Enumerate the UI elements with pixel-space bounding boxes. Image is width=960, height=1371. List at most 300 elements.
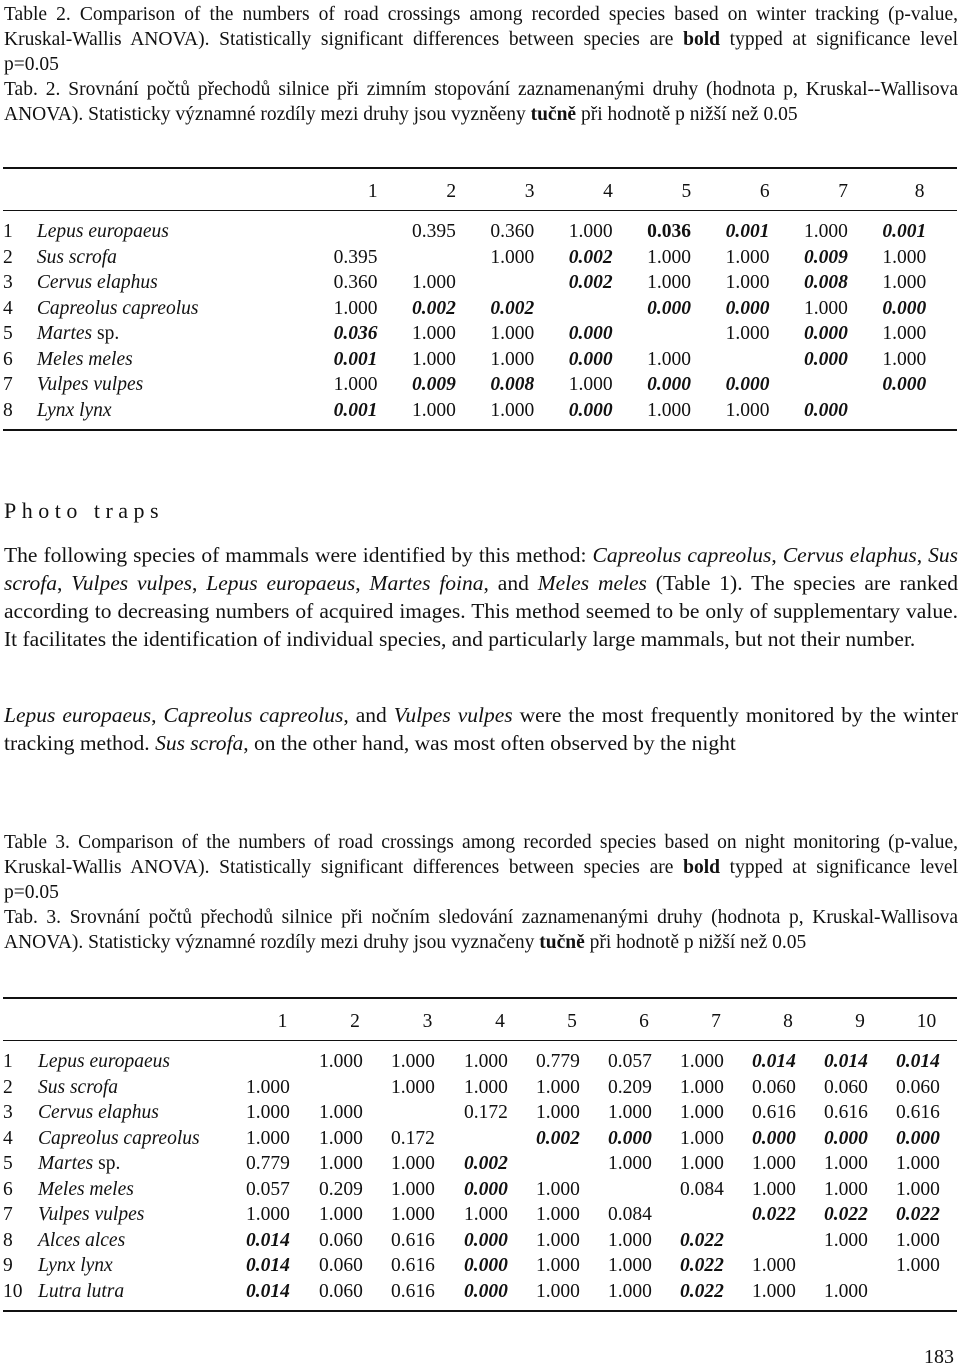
table2-caption (4, 2, 958, 127)
p-value-cell: 1.000 (490, 348, 535, 370)
text-run: were the most frequently monitored by the winter tracking method. (4, 703, 958, 755)
p-value-cell: 1.000 (246, 1204, 290, 1225)
species-name-italic: Capreolus capreolus (592, 543, 772, 567)
p-value-cell: 1.000 (725, 246, 770, 268)
p-value-cell: 0.779 (246, 1153, 290, 1174)
p-value-cell: 1.000 (752, 1280, 796, 1302)
table3-caption-cz: Tab. 3. Srovnání počtů přechodů silnice při nočním sledování zaznamenanými druhy (hodnota p, Kruskal-Wallisova ANOVA). Statisticky významné rozdíly mezi druhy jsou vyznačeny tučně při hodnotě p nižší než 0.05 (4, 907, 958, 953)
p-value-cell (608, 1177, 680, 1203)
column-header: 9 (855, 1011, 865, 1032)
table-row (3, 219, 957, 245)
p-value-cell: 1.000 (536, 1255, 580, 1276)
species-genus: Lepus europaeus (36, 221, 169, 242)
p-value-cell: 1.000 (824, 1153, 868, 1174)
row-number: 5 (3, 323, 13, 344)
row-number: 4 (3, 1127, 13, 1149)
p-value-cell: 0.022 (752, 1204, 796, 1225)
p-value-cell: 0.002 (568, 246, 613, 268)
text-run: , (191, 571, 207, 595)
table-row (3, 270, 957, 296)
p-value-cell: 0.000 (882, 297, 927, 319)
p-value-cell: 0.001 (333, 399, 378, 421)
row-number: 8 (3, 399, 13, 421)
p-value-cell: 0.057 (608, 1051, 652, 1072)
p-value-cell (647, 321, 725, 347)
species-suffix: sp. (93, 1153, 121, 1174)
species-name (37, 270, 334, 296)
p-value-cell: 0.616 (824, 1102, 868, 1123)
p-value-cell: 1.000 (490, 246, 535, 268)
p-value-cell: 1.000 (647, 272, 692, 293)
p-value-cell (536, 1151, 608, 1177)
p-value-cell: 0.616 (752, 1102, 796, 1123)
header-blank (37, 179, 334, 211)
p-value-cell: 0.209 (319, 1178, 363, 1200)
p-value-cell: 1.000 (536, 1204, 580, 1225)
photo-traps-paragraph-2 (4, 701, 958, 757)
p-value-cell: 1.000 (803, 221, 848, 242)
p-value-cell: 1.000 (391, 1076, 435, 1098)
p-value-cell: 1.000 (568, 374, 613, 395)
p-value-cell: 1.000 (412, 323, 456, 344)
text-run: The following species of mammals were identified by this method: (4, 543, 593, 567)
species-genus: Martes (38, 1153, 94, 1174)
column-header: 1 (367, 181, 378, 202)
species-genus: Vulpes vulpes (36, 374, 144, 395)
p-value-cell: 1.000 (536, 1280, 580, 1302)
table-row (3, 321, 957, 347)
species-name (38, 1202, 246, 1228)
table3-caption (4, 830, 958, 955)
p-value-cell: 1.000 (608, 1153, 652, 1174)
species-name-italic: Cervus elaphus (782, 543, 917, 567)
p-value-cell: 0.084 (680, 1178, 724, 1200)
column-header: 7 (838, 181, 849, 202)
p-value-cell: 1.000 (725, 399, 770, 421)
p-value-cell: 0.395 (333, 246, 378, 268)
p-value-cell: 0.616 (391, 1229, 435, 1251)
p-value-cell: 1.000 (882, 348, 927, 370)
table-row (3, 1075, 957, 1101)
species-name (38, 1075, 246, 1101)
table-row (3, 1126, 957, 1152)
p-value-cell (334, 219, 412, 245)
p-value-cell: 0.060 (896, 1076, 940, 1098)
p-value-cell: 1.000 (725, 323, 770, 344)
p-value-cell: 1.000 (464, 1076, 508, 1098)
p-value-cell: 0.060 (319, 1255, 363, 1276)
p-value-cell: 1.000 (896, 1255, 940, 1276)
column-header: 4 (495, 1011, 505, 1032)
p-value-cell: 1.000 (752, 1153, 796, 1174)
table-row (3, 1049, 957, 1075)
p-value-cell: 1.000 (319, 1127, 363, 1149)
p-value-cell (464, 1126, 536, 1152)
p-value-cell: 0.000 (464, 1280, 508, 1302)
column-header: 10 (916, 1011, 937, 1032)
p-value-cell: 1.000 (412, 272, 456, 293)
p-value-cell: 1.000 (896, 1178, 940, 1200)
p-value-cell: 1.000 (608, 1280, 652, 1302)
p-value-cell: 0.022 (896, 1204, 940, 1225)
table-row (3, 398, 957, 424)
species-name-italic: Meles meles (537, 571, 647, 595)
p-value-cell (569, 296, 647, 322)
species-name (38, 1253, 246, 1279)
p-value-cell (896, 1279, 957, 1305)
p-value-cell: 0.022 (680, 1255, 724, 1276)
column-header: 2 (446, 181, 457, 202)
p-value-cell: 0.395 (412, 221, 456, 242)
p-value-cell: 1.000 (412, 348, 456, 370)
page-number: 183 (924, 1346, 954, 1368)
p-value-cell: 0.000 (568, 399, 613, 421)
species-genus: Meles meles (38, 1178, 134, 1200)
p-value-cell: 0.002 (464, 1153, 508, 1174)
row-number: 4 (3, 297, 13, 319)
p-value-cell (680, 1202, 752, 1228)
p-value-cell: 0.060 (824, 1076, 868, 1098)
p-value-cell: 1.000 (490, 323, 535, 344)
header-row (3, 179, 957, 211)
p-value-cell: 1.000 (647, 399, 692, 421)
p-value-cell: 0.009 (412, 374, 456, 395)
spacer-row (3, 1041, 957, 1049)
table2 (3, 179, 957, 423)
p-value-cell: 0.036 (333, 323, 378, 344)
p-value-cell: 1.000 (319, 1102, 363, 1123)
p-value-cell: 0.000 (608, 1127, 652, 1149)
text-run: , (151, 703, 164, 727)
p-value-cell (412, 245, 490, 271)
species-genus: Martes (36, 323, 93, 344)
p-value-cell (490, 270, 568, 296)
table3 (3, 1009, 957, 1304)
species-genus: Cervus elaphus (36, 272, 158, 293)
species-name-italic: Vulpes vulpes (71, 571, 192, 595)
spacer-row (3, 211, 957, 219)
p-value-cell (824, 1253, 896, 1279)
p-value-cell: 0.036 (647, 221, 692, 242)
row-number: 7 (3, 374, 13, 395)
p-value-cell: 0.022 (680, 1229, 724, 1251)
table2-bottom-rule (3, 429, 957, 431)
species-name-italic: Capreolus capreolus (163, 703, 344, 727)
table3-top-rule (3, 997, 957, 999)
p-value-cell: 1.000 (536, 1102, 580, 1123)
row-number: 2 (3, 246, 13, 268)
p-value-cell: 1.000 (464, 1204, 508, 1225)
spacer-cell (3, 211, 957, 219)
p-value-cell: 1.000 (896, 1229, 940, 1251)
p-value-cell: 1.000 (536, 1076, 580, 1098)
column-header: 6 (759, 181, 770, 202)
table-row (3, 1228, 957, 1254)
row-number: 9 (3, 1255, 13, 1276)
p-value-cell: 1.000 (536, 1178, 580, 1200)
column-header: 3 (524, 181, 535, 202)
p-value-cell: 1.000 (680, 1102, 724, 1123)
p-value-cell: 1.000 (319, 1204, 363, 1225)
p-value-cell (319, 1075, 391, 1101)
p-value-cell: 1.000 (882, 272, 927, 293)
p-value-cell: 0.000 (568, 348, 613, 370)
p-value-cell (246, 1049, 319, 1075)
header-blank (38, 1009, 246, 1041)
p-value-cell: 1.000 (608, 1229, 652, 1251)
p-value-cell: 1.000 (752, 1178, 796, 1200)
table-row (3, 1202, 957, 1228)
p-value-cell: 0.002 (568, 272, 613, 293)
header-row (3, 1009, 957, 1041)
column-header: 8 (783, 1011, 793, 1032)
p-value-cell: 1.000 (896, 1153, 940, 1174)
section-heading: Photo traps (4, 498, 165, 523)
table-row (3, 1253, 957, 1279)
row-number: 3 (3, 272, 13, 293)
p-value-cell: 0.000 (824, 1127, 868, 1149)
table2-caption-cz: Tab. 2. Srovnání počtů přechodů silnice při zimním stopování zaznamenanými druhy (hodnota p, Kruskal--Wallisova ANOVA). Statisticky významné rozdíly mezi druhy jsou vyzněeny tučně při hodnotě p nižší než 0.05 (4, 79, 958, 125)
p-value-cell: 1.000 (824, 1229, 868, 1251)
table-row (3, 296, 957, 322)
p-value-cell: 1.000 (246, 1127, 290, 1149)
row-number: 8 (3, 1229, 13, 1251)
table-row (3, 1100, 957, 1126)
species-name (37, 347, 334, 373)
p-value-cell: 0.000 (752, 1127, 796, 1149)
p-value-cell: 1.000 (490, 399, 535, 421)
p-value-cell: 0.616 (391, 1280, 435, 1302)
header-blank (3, 1009, 38, 1041)
p-value-cell: 0.209 (608, 1076, 652, 1098)
p-value-cell: 0.000 (896, 1127, 940, 1149)
column-header: 4 (603, 181, 613, 202)
text-run: , (916, 543, 929, 567)
species-name (38, 1126, 246, 1152)
text-run: , and (483, 571, 538, 595)
species-genus: Capreolus capreolus (36, 297, 199, 319)
table-row (3, 1279, 957, 1305)
row-number: 3 (3, 1102, 13, 1123)
species-name (37, 398, 334, 424)
p-value-cell: 0.009 (803, 246, 848, 268)
table3-header-rule (3, 1040, 957, 1041)
p-value-cell: 1.000 (568, 221, 613, 242)
row-number: 10 (3, 1280, 23, 1302)
species-name-italic: Lepus europaeus (4, 703, 152, 727)
p-value-cell: 0.060 (319, 1229, 363, 1251)
table2-header-rule (3, 210, 957, 211)
species-name (38, 1100, 246, 1126)
text-run: , (355, 571, 370, 595)
row-number: 1 (3, 1051, 13, 1072)
row-number: 6 (3, 348, 13, 370)
table3-caption-en: Table 3. Comparison of the numbers of road crossings among recorded species based on night monitoring (p-value, Kruskal-Wallis ANOVA). Statistically significant differences between species are bold typped at significance level p=0.05 (4, 832, 959, 903)
p-value-cell: 1.000 (412, 399, 456, 421)
species-name (38, 1049, 246, 1075)
p-value-cell: 0.060 (319, 1280, 363, 1302)
p-value-cell: 1.000 (882, 323, 927, 344)
p-value-cell: 0.060 (752, 1076, 796, 1098)
p-value-cell: 0.000 (647, 374, 692, 395)
p-value-cell: 0.000 (464, 1229, 508, 1251)
p-value-cell: 1.000 (680, 1076, 724, 1098)
p-value-cell (752, 1228, 824, 1254)
row-number: 1 (3, 221, 13, 242)
p-value-cell: 1.000 (680, 1153, 724, 1174)
species-name-italic: Vulpes vulpes (393, 703, 513, 727)
column-header: 6 (639, 1011, 649, 1032)
species-name (37, 219, 334, 245)
p-value-cell: 0.014 (824, 1051, 868, 1072)
table-row (3, 372, 957, 398)
p-value-cell: 0.014 (896, 1051, 940, 1072)
p-value-cell: 0.000 (464, 1255, 508, 1276)
p-value-cell: 0.014 (246, 1280, 290, 1302)
p-value-cell: 1.000 (536, 1229, 580, 1251)
species-genus: Vulpes vulpes (38, 1204, 145, 1225)
p-value-cell: 0.616 (896, 1102, 940, 1123)
species-genus: Alces alces (38, 1229, 126, 1251)
species-genus: Sus scrofa (38, 1076, 118, 1098)
column-header: 2 (350, 1011, 360, 1032)
species-name-italic: Martes foina (369, 571, 484, 595)
p-value-cell: 0.000 (803, 399, 848, 421)
p-value-cell: 1.000 (391, 1051, 435, 1072)
column-header: 7 (711, 1011, 721, 1032)
p-value-cell: 1.000 (647, 348, 692, 370)
species-genus: Sus scrofa (36, 246, 117, 268)
row-number: 7 (3, 1204, 13, 1225)
p-value-cell: 0.616 (391, 1255, 435, 1276)
column-header: 5 (567, 1011, 577, 1032)
header-blank (3, 179, 37, 211)
p-value-cell: 0.002 (490, 297, 535, 319)
table3-bottom-rule (3, 1310, 957, 1312)
p-value-cell: 0.057 (246, 1178, 290, 1200)
table-row (3, 347, 957, 373)
p-value-cell: 1.000 (680, 1051, 724, 1072)
p-value-cell (391, 1100, 464, 1126)
species-name (38, 1151, 246, 1177)
p-value-cell: 0.779 (536, 1051, 580, 1072)
species-name-italic: Lepus europaeus (206, 571, 356, 595)
p-value-cell: 0.000 (725, 374, 770, 395)
text-run: , on the other hand, was most often observed by the night (243, 731, 736, 755)
row-number: 5 (3, 1153, 13, 1174)
p-value-cell: 1.000 (333, 374, 378, 395)
table2-top-rule (3, 167, 957, 169)
p-value-cell: 1.000 (680, 1127, 724, 1149)
p-value-cell: 1.000 (803, 297, 848, 319)
photo-traps-paragraph-1 (4, 541, 958, 653)
p-value-cell: 0.001 (725, 221, 770, 242)
species-name-italic: Sus scrofa (155, 731, 244, 755)
species-suffix: sp. (92, 323, 120, 344)
p-value-cell: 1.000 (725, 272, 770, 293)
p-value-cell: 1.000 (391, 1204, 435, 1225)
p-value-cell: 0.000 (568, 323, 613, 344)
species-genus: Cervus elaphus (38, 1102, 159, 1123)
p-value-cell: 1.000 (882, 246, 927, 268)
p-value-cell: 1.000 (824, 1280, 868, 1302)
column-header: 5 (681, 181, 692, 202)
spacer-cell (3, 1041, 957, 1049)
table-row (3, 1177, 957, 1203)
p-value-cell: 0.001 (882, 221, 927, 242)
table-row (3, 245, 957, 271)
p-value-cell: 0.000 (647, 297, 692, 319)
p-value-cell: 0.000 (725, 297, 770, 319)
species-genus: Meles meles (36, 348, 133, 370)
p-value-cell: 0.000 (803, 323, 848, 344)
species-genus: Capreolus capreolus (38, 1127, 200, 1149)
species-genus: Lynx lynx (38, 1255, 113, 1276)
table2-caption-en: Table 2. Comparison of the numbers of road crossings among recorded species based on winter tracking (p-value, Kruskal-Wallis ANOVA). Statistically significant differences between species are bold typped at significance level p=0.05 (4, 4, 959, 75)
p-value-cell: 0.002 (536, 1127, 580, 1149)
species-genus: Lutra lutra (38, 1280, 125, 1302)
p-value-cell: 0.172 (464, 1102, 508, 1123)
text-run: , and (343, 703, 394, 727)
p-value-cell: 0.084 (608, 1204, 652, 1225)
species-name (38, 1177, 246, 1203)
p-value-cell: 1.000 (246, 1102, 290, 1123)
p-value-cell: 0.360 (490, 221, 535, 242)
p-value-cell: 0.001 (333, 348, 378, 370)
p-value-cell: 0.008 (490, 374, 535, 395)
p-value-cell: 1.000 (752, 1255, 796, 1276)
p-value-cell: 0.014 (752, 1051, 796, 1072)
p-value-cell: 1.000 (647, 246, 692, 268)
p-value-cell: 1.000 (608, 1102, 652, 1123)
p-value-cell (804, 372, 882, 398)
p-value-cell: 0.014 (246, 1229, 290, 1251)
text-run: , (56, 571, 72, 595)
species-name (38, 1228, 246, 1254)
p-value-cell: 0.002 (412, 297, 456, 319)
column-header: 1 (277, 1011, 288, 1032)
species-name (38, 1279, 246, 1305)
row-number: 6 (3, 1178, 13, 1200)
p-value-cell: 0.000 (803, 348, 848, 370)
species-genus: Lepus europaeus (38, 1051, 170, 1072)
table-row (3, 1151, 957, 1177)
p-value-cell: 1.000 (391, 1178, 435, 1200)
species-name (37, 296, 334, 322)
p-value-cell: 1.000 (464, 1051, 508, 1072)
p-value-cell (882, 398, 957, 424)
p-value-cell: 0.000 (464, 1178, 508, 1200)
p-value-cell: 0.172 (391, 1127, 435, 1149)
p-value-cell: 1.000 (319, 1153, 363, 1174)
p-value-cell: 0.360 (333, 272, 378, 293)
p-value-cell: 1.000 (319, 1051, 363, 1072)
p-value-cell: 1.000 (333, 297, 378, 319)
column-header: 3 (422, 1011, 433, 1032)
species-name (37, 321, 334, 347)
species-name (37, 372, 334, 398)
species-genus: Lynx lynx (36, 399, 112, 421)
p-value-cell: 1.000 (391, 1153, 435, 1174)
p-value-cell: 0.000 (882, 374, 927, 395)
p-value-cell: 1.000 (824, 1178, 868, 1200)
p-value-cell: 0.008 (803, 272, 848, 293)
row-number: 2 (3, 1076, 13, 1098)
text-run: , (771, 543, 783, 567)
p-value-cell (726, 347, 804, 373)
p-value-cell: 0.022 (824, 1204, 868, 1225)
p-value-cell: 0.014 (246, 1255, 290, 1276)
